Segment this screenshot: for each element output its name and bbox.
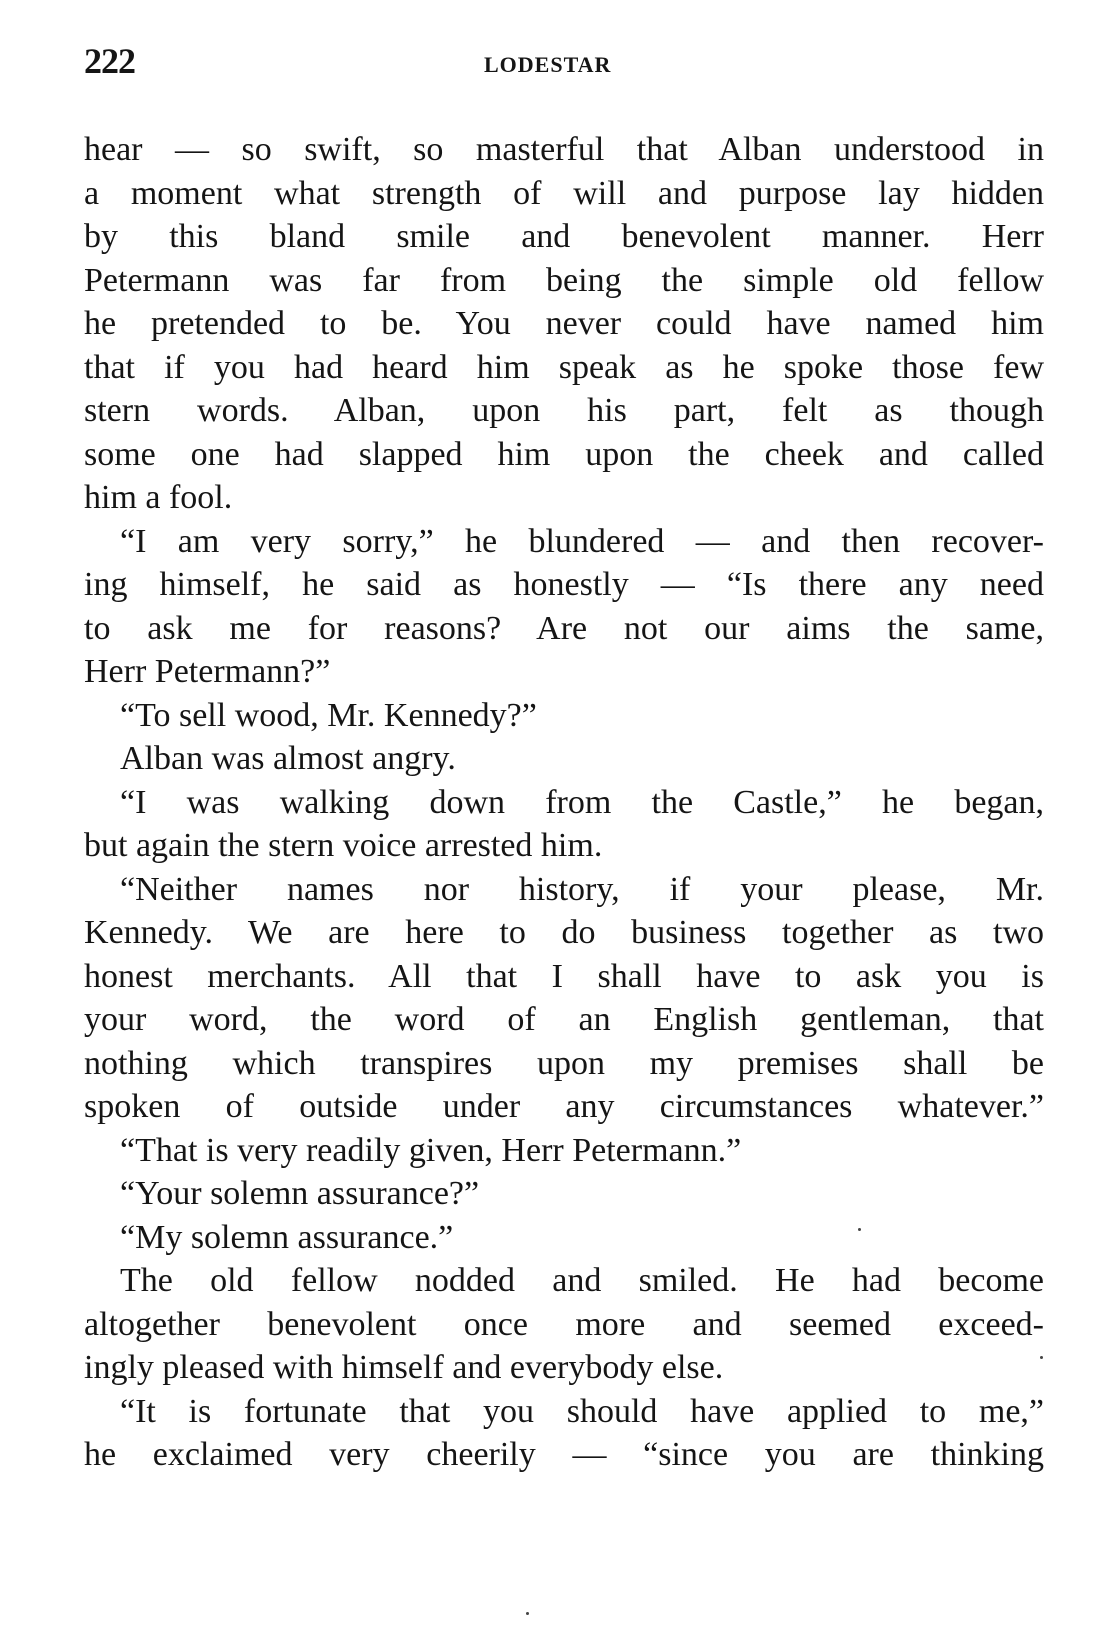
text-line: stern words. Alban, upon his part, felt as though: [84, 392, 1044, 429]
text-line: your word, the word of an English gentleman, that: [84, 1001, 1044, 1038]
text-line: The old fellow nodded and smiled. He had become: [120, 1262, 1044, 1299]
text-line: Herr Petermann?”: [84, 653, 331, 690]
text-line: “Neither names nor history, if your please, Mr.: [120, 870, 1044, 908]
print-speck: [858, 1228, 861, 1231]
text-line: altogether benevolent once more and seemed exceed-: [84, 1305, 1044, 1343]
text-line: “Your solemn assurance?”: [120, 1175, 480, 1212]
text-line: “It is fortunate that you should have applied to me,”: [120, 1392, 1044, 1430]
text-line: spoken of outside under any circumstances whatever.”: [84, 1088, 1044, 1125]
text-line: to ask me for reasons? Are not our aims the same,: [84, 609, 1044, 647]
running-head: [84, 40, 1044, 80]
print-speck: [1040, 1356, 1043, 1359]
text-line: “That is very readily given, Herr Petermann.”: [120, 1131, 742, 1169]
text-line: “I was walking down from the Castle,” he began,: [120, 783, 1044, 821]
text-line: he exclaimed very cheerily — “since you are thinking: [84, 1436, 1044, 1473]
text-line: some one had slapped him upon the cheek and called: [84, 435, 1044, 473]
text-line: “My solemn assurance.”: [120, 1218, 454, 1256]
print-speck: [526, 1612, 529, 1615]
text-line: “To sell wood, Mr. Kennedy?”: [120, 696, 537, 734]
text-line: but again the stern voice arrested him.: [84, 827, 603, 864]
text-line: by this bland smile and benevolent manner. Herr: [84, 218, 1044, 255]
text-line: he pretended to be. You never could have named him: [84, 305, 1044, 342]
text-line: ingly pleased with himself and everybody else.: [84, 1349, 724, 1386]
text-line: hear — so swift, so masterful that Alban understood in: [84, 131, 1044, 168]
text-line: “I am very sorry,” he blundered — and then recover-: [120, 522, 1044, 560]
text-line: Kennedy. We are here to do business together as two: [84, 914, 1044, 951]
page-number: 222: [84, 41, 135, 81]
book-title: LODESTAR: [484, 52, 612, 77]
text-line: honest merchants. All that I shall have to ask you is: [84, 957, 1044, 995]
body-text: [84, 128, 1044, 1477]
text-line: nothing which transpires upon my premises shall be: [84, 1044, 1044, 1082]
text-line: Petermann was far from being the simple old fellow: [84, 261, 1044, 299]
text-line: ing himself, he said as honestly — “Is there any need: [84, 566, 1044, 603]
text-line: that if you had heard him speak as he spoke those few: [84, 348, 1044, 386]
text-line: him a fool.: [84, 479, 233, 516]
text-line: Alban was almost angry.: [120, 740, 456, 777]
text-line: a moment what strength of will and purpose lay hidden: [84, 174, 1044, 212]
